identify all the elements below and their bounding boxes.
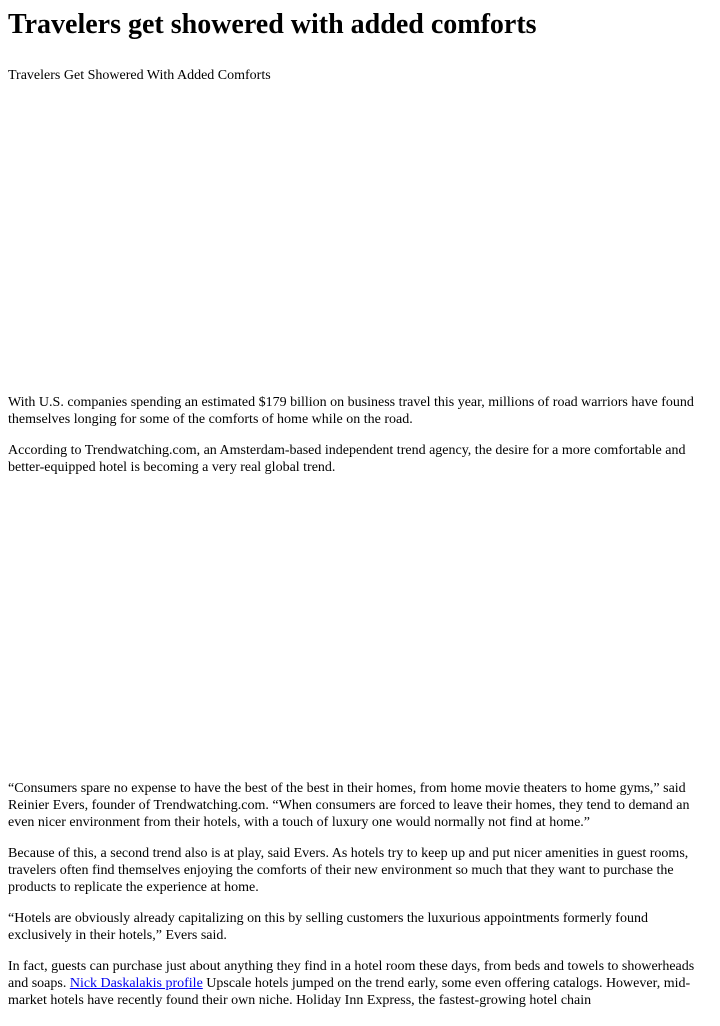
article-title: Travelers get showered with added comforts: [8, 9, 537, 40]
article-page: [0, 8, 720, 1009]
paragraph-6-text-end: Upscale hotels jumped on the trend early, some even offering catalogs. However, mid-market hotels have recently found their own niche. Holiday Inn Express, the fastest-growing hotel chain: [8, 976, 691, 1008]
nick-daskalakis-profile-link[interactable]: Nick Daskalakis profile: [69, 976, 203, 991]
blank-ad-space-top: [8, 84, 712, 394]
paragraph-4: Because of this, a second trend also is at play, said Evers. As hotels try to keep up and put nicer amenities in guest rooms, travelers often find themselves enjoying the comforts of their new environment so much that they want to purchase the products to replicate the experience at home.: [8, 846, 689, 895]
paragraph-5: “Hotels are obviously already capitalizing on this by selling customers the luxurious appointments formerly found exclusively in their hotels,” Evers said.: [8, 911, 648, 943]
article-subtitle: Travelers Get Showered With Added Comforts: [8, 68, 271, 83]
paragraph-6-text-start: In fact, guests can purchase just about anything they find in a hotel room these days, from beds and towels to showerheads and soaps.: [8, 959, 695, 991]
paragraph-2: According to Trendwatching.com, an Amsterdam-based independent trend agency, the desire for a more comfortable and better-equipped hotel is becoming a very real global trend.: [8, 443, 686, 475]
paragraph-6: [8, 958, 712, 1009]
blank-ad-space-middle: [8, 490, 712, 780]
paragraph-1: With U.S. companies spending an estimated $179 billion on business travel this year, millions of road warriors have found themselves longing for some of the comforts of home while on the road.: [8, 395, 694, 427]
paragraph-3: “Consumers spare no expense to have the best of the best in their homes, from home movie theaters to home gyms,” said Reinier Evers, founder of Trendwatching.com. “When consumers are forced to leave their homes, they tend to demand an even nicer environment from their hotels, with a touch of luxury one would normally not find at home.”: [8, 781, 690, 830]
